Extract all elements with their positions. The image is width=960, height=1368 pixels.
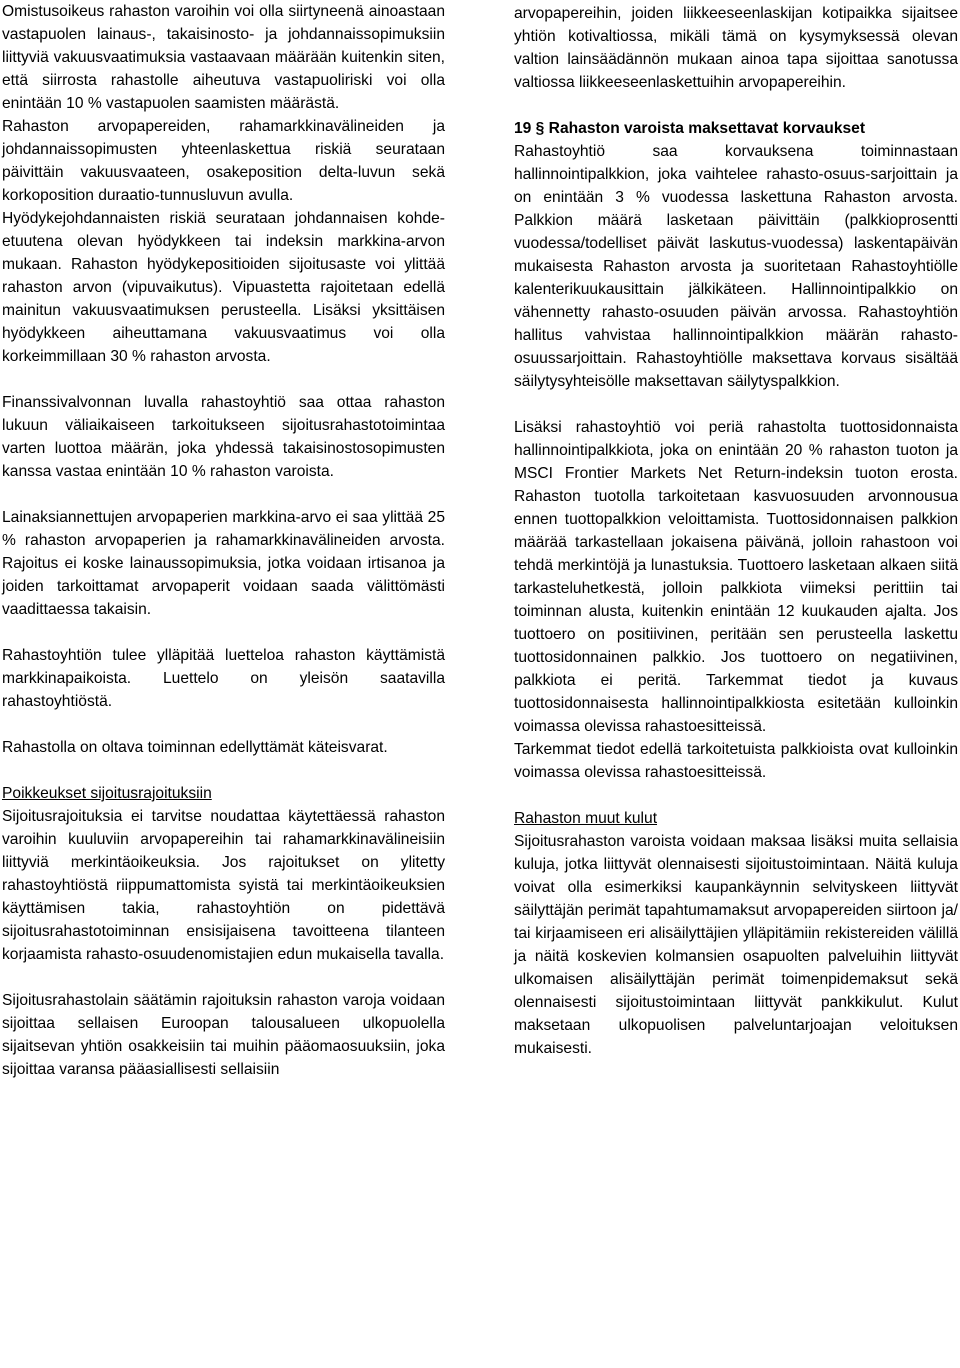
heading-section-19: 19 § Rahaston varoista maksettavat korvaukset: [514, 120, 866, 137]
paragraph-temporary-credit: Finanssivalvonnan luvalla rahastoyhtiö saa ottaa rahaston lukuun väliaikaiseen tarkoitukseen sijoitusrahastotoimintaa varten luottoa määrän, joka yhdessä takaisinostosopimusten kanssa vastaa enintään 10 % rahaston varoista.: [2, 394, 445, 480]
left-column: [2, 0, 445, 1081]
paragraph-commodity-derivatives: Hyödykejohdannaisten riskiä seurataan johdannaisen kohde-etuutena olevan hyödykkeen tai indeksin markkina-arvon mukaan. Rahaston hyödykepositioiden sijoitusaste voi ylittää rahaston arvon (vipuvaikutus). Vipuastetta rajoitetaan edellä mainitun vakuusvaatimuksen perusteella. Lisäksi yksittäisen hyödykkeen aiheuttamana vakuusvaatimus voi olla korkeimmillaan 30 % rahaston arvosta.: [2, 210, 445, 365]
paragraph-performance-fee: Lisäksi rahastoyhtiö voi periä rahastolta tuottosidonnaista hallinnointipalkkiota, joka on enintään 20 % rahaston tuoton ja MSCI Frontier Markets Net Return-indeksin tuoton erosta. Rahaston tuotolla tarkoitetaan kasvuosuuden arvonnousua ennen tuottopalkkion veloittamista. Tuottosidonnaisen palkkion määrää tarkastellaan jokaisena päivänä, jolloin rahastoon voi tehdä merkintöjä ja lunastuksia. Tuottoero lasketaan alkaen siitä tarkasteluhetkestä, jolloin palkkiota viimeksi perittiin tai toiminnan alusta, kuitenkin enintään 12 kuukauden ajalta. Jos tuottoero on positiivinen, peritään sen perusteella laskettu tuottosidonnainen palkkio. Jos tuottoero on negatiivinen, palkkiota ei peritä. Tarkemmat tiedot ja kuvaus tuottosidonnaisesta hallinnointipalkkiosta esitetään kulloinkin voimassa olevissa rahastoesitteissä.: [514, 419, 958, 735]
paragraph-securities-lending: Lainaksiannettujen arvopaperien markkina-arvo ei saa ylittää 25 % rahaston arvopaperien ja rahamarkkinavälineiden arvosta. Rajoitus ei koske lainaussopimuksia, jotka voidaan irtisanoa ja joiden tarkoittamat arvopaperit voidaan saada välittömästi vaadittaessa takaisin.: [2, 509, 445, 618]
right-column: [514, 0, 958, 1060]
paragraph-fee-details: Tarkemmat tiedot edellä tarkoitetuista palkkioista ovat kulloinkin voimassa olevissa rahastoesitteissä.: [514, 741, 958, 781]
paragraph-cash-reserves: Rahastolla on oltava toiminnan edellyttämät käteisvarat.: [2, 739, 388, 756]
heading-exceptions: Poikkeukset sijoitusrajoituksiin: [2, 785, 212, 802]
paragraph-risk-monitoring: Rahaston arvopapereiden, rahamarkkinavälineiden ja johdannaissopimusten yhteenlaskettua riskiä seurataan päivittäin vakuusvaateen, osakeposition delta-luvun sekä korkoposition duraatio-tunnusluvun avulla.: [2, 118, 445, 204]
paragraph-marketplaces-list: Rahastoyhtiön tulee ylläpitää luetteloa rahaston käyttämistä markkinapaikoista. Luettelo on yleisön saatavilla rahastoyhtiöstä.: [2, 647, 445, 710]
paragraph-non-eea-continued: arvopapereihin, joiden liikkeeseenlaskijan kotipaikka sijaitsee yhtiön kotivaltiossa, mikäli tämä on kysymyksessä olevan valtion lainsäädännön mukaan ainoa tapa sijoittaa sanotussa valtiossa liikkeeseenlaskettuihin arvopapereihin.: [514, 5, 958, 91]
paragraph-exceptions: Sijoitusrajoituksia ei tarvitse noudattaa käytettäessä rahaston varoihin kuuluviin arvopapereihin tai rahamarkkinavälineisiin liittyviä merkintäoikeuksia. Jos rajoitukset on ylitetty rahastoyhtiöstä riippumattomista syistä tai merkintäoikeuksien käyttämisen takia, rahastoyhtiön on pidettävä sijoitusrahastotoiminnan ensisijaisena tavoitteena tilanteen korjaamista rahasto-osuudenomistajien edun mukaisella tavalla.: [2, 808, 445, 963]
paragraph-other-costs: Sijoitusrahaston varoista voidaan maksaa lisäksi muita sellaisia kuluja, jotka liittyvät olennaisesti sijoitustoimintaan. Näitä kuluja voivat olla esimerkiksi kaupankäynnin selvityskeen liittyvät säilyttäjän perimät tapahtumamaksut arvopapereiden siirtoon ja/ tai kirjaamiseen eri alisäilyttäjien ylläpitämiin rekistereiden välillä ja näitä koskevien kolmansien osapuolten palveluihin liittyvät ulkomaisen alisäilyttäjän perimät toimenpidemaksut sekä olennaisesti sijoitustoimintaan liittyvät pankkikulut. Kulut maksetaan ulkopuolisen palveluntarjoajan veloituksen mukaisesti.: [514, 833, 958, 1057]
paragraph-management-fee: Rahastoyhtiö saa korvauksena toiminnastaan hallinnointipalkkion, joka vaihtelee rahasto-osuus-sarjoittain ja on enintään 3 % vuodessa laskettuna Rahaston arvosta. Palkkion määrä lasketaan päivittäin (palkkioprosentti vuodessa/todelliset päivät laskutus-vuodessa) laskentapäivän mukaisesta Rahaston arvosta ja suoritetaan Rahastoyhtiölle kalenterikuukausittain jälkikäteen. Hallinnointipalkkio on vähennetty rahasto-osuuden päivän arvossa. Rahastoyhtiön hallitus vahvistaa hallinnointipalkkion määrän rahasto-osuussarjoittain. Rahastoyhtiölle maksettava korvaus sisältää säilytysyhteisölle maksettavan säilytyspalkkion.: [514, 143, 958, 390]
paragraph-collateral-ownership: Omistusoikeus rahaston varoihin voi olla siirtyneenä ainoastaan vastapuolen lainaus-, takaisinosto- ja johdannaissopimuksiin liittyviä vakuusvaatimuksia vastaavaan määrään kuitenkin siten, että siirrosta rahastolle aiheutuva vastapuoliriski voi olla enintään 10 % vastapuolen saamisten määrästä.: [2, 3, 445, 112]
heading-other-costs: Rahaston muut kulut: [514, 810, 658, 827]
paragraph-non-eea-investments: Sijoitusrahastolain säätämin rajoituksin rahaston varoja voidaan sijoittaa sellaisen Euroopan talousalueen ulkopuolella sijaitsevan yhtiön osakkeisiin tai muihin pääomaosuuksiin, joka sijoittaa varansa pääasiallisesti sellaisiin: [2, 992, 445, 1078]
